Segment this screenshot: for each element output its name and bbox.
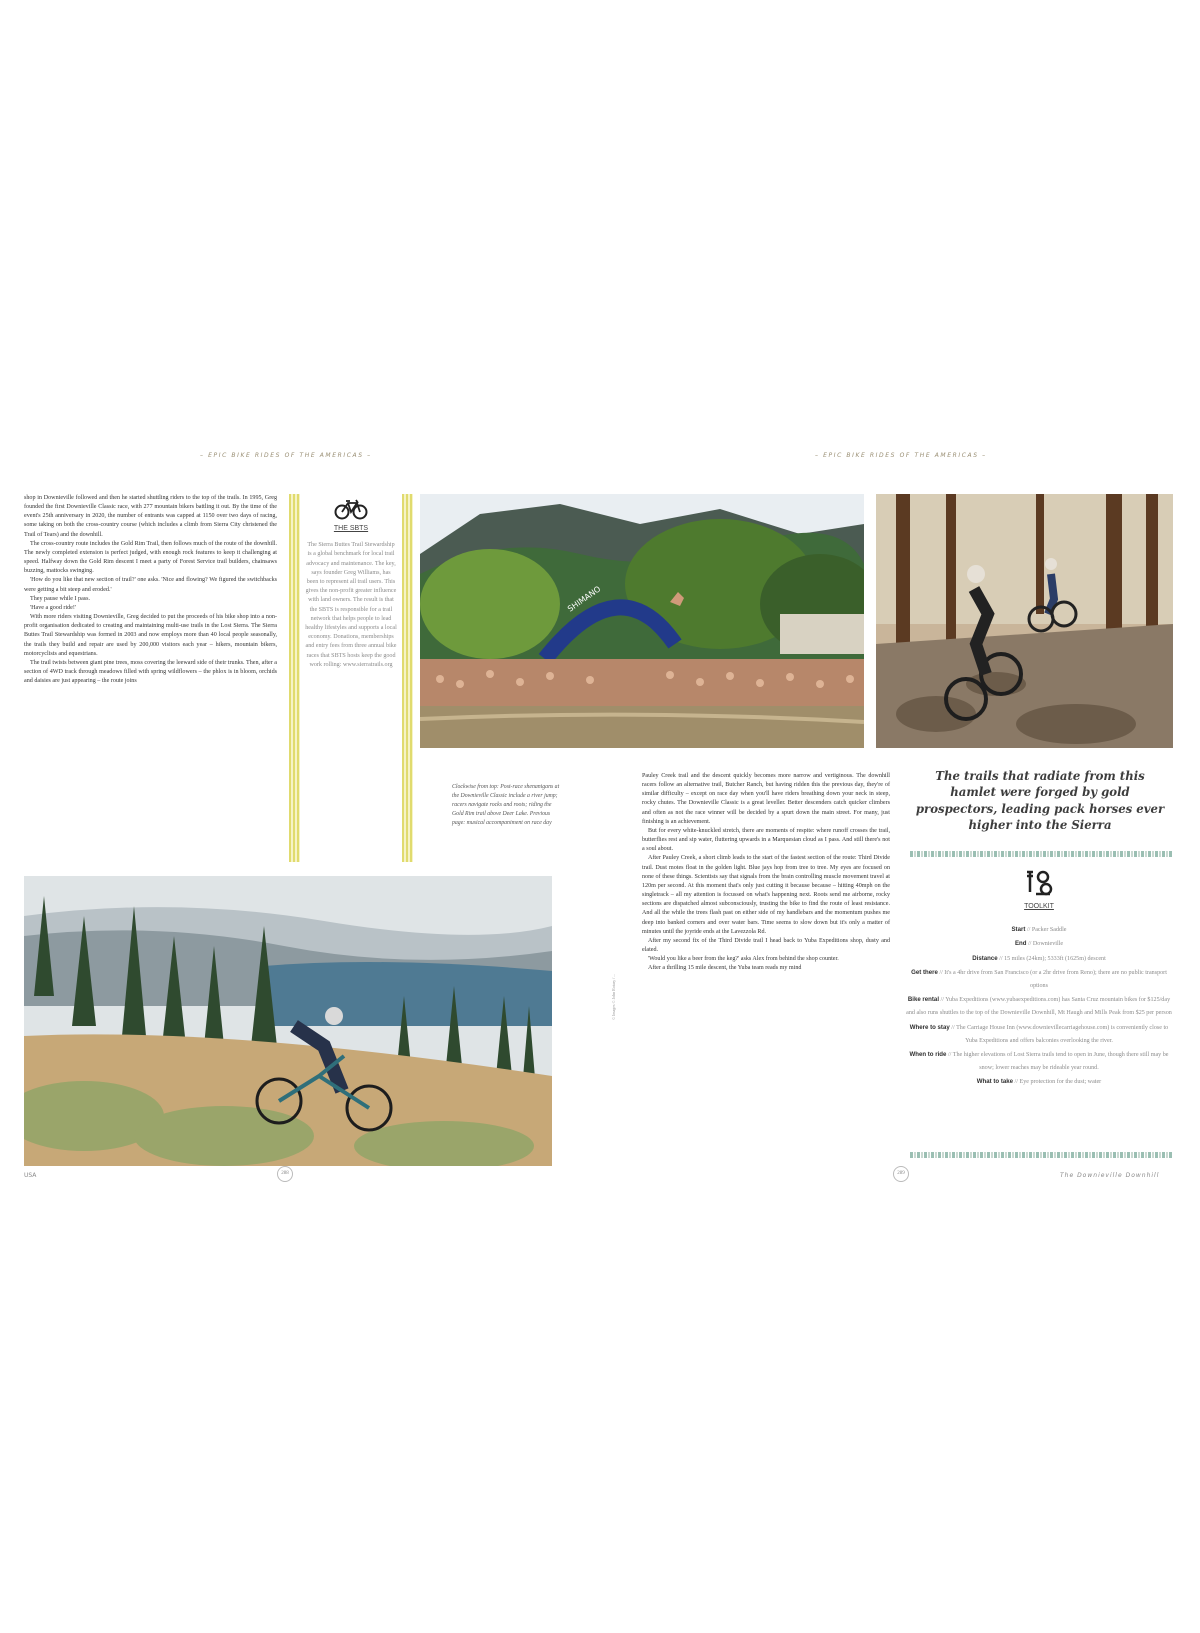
toolkit-item: Bike rental // Yuba Expeditions (www.yubaexpeditions.com) has Santa Cruz mountain bikes for $125/day and also runs shuttles to the top of the Downieville Downhill, Mt Haugh and Mills Peak from $25 per person — [906, 996, 1172, 1017]
toolkit-item: When to ride // The higher elevations of Lost Sierra trails tend to open in June, though there still may be snow; lower reaches may be rideable year round. — [909, 1051, 1169, 1072]
toolkit-value: The higher elevations of Lost Sierra trails tend to open in June, though there still may be snow; lower reaches may be rideable year round. — [952, 1052, 1169, 1072]
toolkit-item: Distance // 15 miles (24km); 5333ft (1625m) descent — [972, 954, 1106, 962]
toolkit-item: End // Downieville — [1014, 940, 1064, 948]
toolkit-label: Distance — [972, 954, 998, 962]
banner-text: SHIMANO — [565, 584, 603, 614]
page-number-left: 288 — [277, 1166, 293, 1182]
page-number-right: 289 — [893, 1166, 909, 1182]
left-text-column — [24, 494, 277, 686]
toolkit-value: Yuba Expeditions (www.yubaexpeditions.com) has Santa Cruz mountain bikes for $125/day and also runs shuttles to the top of the Downieville Downhill, Mt Haugh and Mills Peak from $25 per person — [906, 997, 1172, 1017]
toolkit-value: It's a 4hr drive from San Francisco (or a 2hr drive from Reno); there are no public transport options — [944, 969, 1167, 990]
running-head-left: – EPIC BIKE RIDES OF THE AMERICAS – — [200, 452, 372, 459]
toolkit-label: Get there — [911, 968, 938, 976]
paragraph: shop in Downieville followed and then he started shuttling riders to the top of the trails. In 1995, Greg founded the first Downieville Classic race, with 277 mountain bikers battling it out. By the time of the event's 25th anniversary in 2020, the number of entrants was capped at 1150 over two days of racing, some taking on both the cross-country course (which includes a climb from Sierra City christened the Trail of Tears) and the downhill. — [24, 495, 277, 538]
sidebar-body: The Sierra Buttes Trail Stewardship is a global benchmark for local trail advocacy and maintenance. The key, says founder Greg Williams, has been to represent all trail users. This gives the non-profit greater influence with land owners. The result is that the SBTS is responsible for a trail network that helps people to lead healthy lifestyles and supports a local economy. Donations, memberships and entry fees from three annual bike races that SBTS hosts keep the good work rolling: www.sierratrails.org — [305, 542, 397, 668]
paragraph: 'Would you like a beer from the keg?' asks Alex from behind the shop counter. — [648, 956, 839, 963]
toolkit-value: 15 miles (24km); 5333ft (1625m) descent — [1004, 955, 1106, 962]
toolkit-value: The Carriage House Inn (www.downievillecarriagehouse.com) is conveniently close to Yuba Expeditions and offers balconies overlooking the river. — [956, 1024, 1169, 1044]
tools-icon — [1024, 868, 1054, 898]
photo-credit: © Images © John Rotary / ... — [611, 973, 616, 1020]
sidebar-heading: THE SBTS — [333, 525, 369, 532]
photo-caption: Clockwise from top: Post-race shenanigans at the Downieville Classic include a river jump; racers navigate rocks and roots; riding the Gold Rim trail above Deer Lake. Previous page: musical accompaniment on race day — [452, 784, 560, 826]
ornament-rule-top — [910, 851, 1172, 857]
running-head-right: – EPIC BIKE RIDES OF THE AMERICAS – — [815, 452, 987, 459]
toolkit-heading: TOOLKIT — [1024, 903, 1054, 910]
sidebar-rail-right — [402, 494, 413, 862]
middle-text-column — [642, 772, 890, 973]
toolkit-label: Start — [1011, 926, 1026, 934]
paragraph: They pause while I pass. — [30, 595, 91, 602]
toolkit-label: Where to stay — [909, 1023, 950, 1031]
paragraph: 'Have a good ride!' — [30, 604, 77, 611]
folio-region: USA — [24, 1172, 37, 1179]
toolkit-value: Downieville — [1032, 941, 1064, 948]
toolkit-item: Where to stay // The Carriage House Inn (www.downievillecarriagehouse.com) is conveniently close to Yuba Expeditions and offers balconies overlooking the river. — [909, 1023, 1169, 1044]
toolkit-label: Bike rental — [907, 996, 940, 1004]
toolkit-value: Eye protection for the dust; water — [1019, 1079, 1102, 1086]
paragraph: 'How do you like that new section of trail?' one asks. 'Nice and flowing? We figured the switchbacks were getting a bit steep and eroded.' — [24, 577, 277, 593]
sidebar-rail-left — [289, 494, 300, 862]
river-jump-photo — [420, 494, 864, 748]
paragraph: After Pauley Creek, a short climb leads to the start of the fastest section of the route: Third Divide trail. Dust motes float in the golden light. Blue jays hop from tree to tree. My eyes are focused on none of these things. Scientists say that signals from the brain controlling muscle movement travel at 120m per second. At this moment that's only just cutting it because because – hitting 40mph on the singletrack – all my attention is focussed on what's happening next. Roots send me airborne, rocky sections are dispatched almost subconsciously, trusting the bike to find the route of least resistance. And all the while the trees flash past on either side of my handlebars and the momentum pushes me deep into banked corners and over water bars. Time seems to slow down but it's only a matter of minutes until the joyride ends at the Lavezzola Rd. — [642, 855, 890, 935]
sbts-sidebar — [289, 494, 413, 862]
folio-title: The Downieville Downhill — [1060, 1172, 1160, 1179]
toolkit-label: End — [1014, 940, 1027, 948]
toolkit-value: Packer Saddle — [1031, 927, 1067, 934]
toolkit-item: Start // Packer Saddle — [1011, 926, 1067, 934]
lake-rider-photo — [24, 876, 552, 1166]
toolkit-item: Get there // It's a 4hr drive from San Francisco (or a 2hr drive from Reno); there are no public transport options — [911, 968, 1167, 990]
paragraph: After a thrilling 15 mile descent, the Yuba team reads my mind — [648, 965, 802, 972]
bicycle-icon — [334, 498, 368, 520]
racers-dust-photo — [876, 494, 1173, 748]
toolkit-item: What to take // Eye protection for the dust; water — [976, 1078, 1102, 1086]
paragraph: Pauley Creek trail and the descent quickly becomes more narrow and vertiginous. The downhill racers follow an alternative trail, Butcher Ranch, but having ridden this the previous day, they're of similar difficulty – except on race day when you'll have riders breathing down your neck in steep, rocky chutes. The Downieville Classic is a great leveller. Better descenders catch quicker climbers and often as not the race winner will be decided by a spurt down the main street. For many, just finishing is an achievement. — [642, 773, 890, 825]
paragraph: After my second fix of the Third Divide trail I head back to Yuba Expeditions shop, dusty and elated. — [642, 937, 890, 953]
paragraph: But for every white-knuckled stretch, there are moments of respite: where runoff crosses the trail, butterflies rest and sip water, fluttering upwards in a Marquesian cloud as I pass. And still there's not a soul about. — [642, 827, 890, 853]
ornament-rule-bottom — [910, 1152, 1172, 1158]
toolkit-label: When to ride — [909, 1051, 947, 1059]
toolkit-label: What to take — [976, 1078, 1014, 1086]
pull-quote: The trails that radiate from this hamlet were forged by gold prospectors, leading pack horses ever higher into the Sierra — [915, 769, 1165, 832]
paragraph: With more riders visiting Downieville, Greg decided to put the proceeds of his bike shop into a non-profit organisation dedicated to creating and maintaining multi-use trails in the Lost Sierra. The Sierra Buttes Trail Stewardship was formed in 2003 and now employs more than 40 local people seasonally, the trails they build and repair are used by 200,000 visitors each year – hikers, mountain bikers, motorcyclists and equestrians. — [24, 614, 277, 657]
toolkit-box — [905, 858, 1173, 1090]
paragraph: The cross-country route includes the Gold Rim Trail, then follows much of the route of the downhill. The newly completed extension is perfect judged, with enough rock features to keep it challenging at speed. Halfway down the Gold Rim descent I meet a party of Forest Service trail builders, chainsaws buzzing, mattocks swinging. — [24, 540, 277, 575]
paragraph: The trail twists between giant pine trees, moss covering the leeward side of their trunks. Then, after a section of 4WD track through meadows filled with spring wildflowers – the phlox is in bloom, orchids and daisies are just appearing – the route joins — [24, 659, 277, 685]
